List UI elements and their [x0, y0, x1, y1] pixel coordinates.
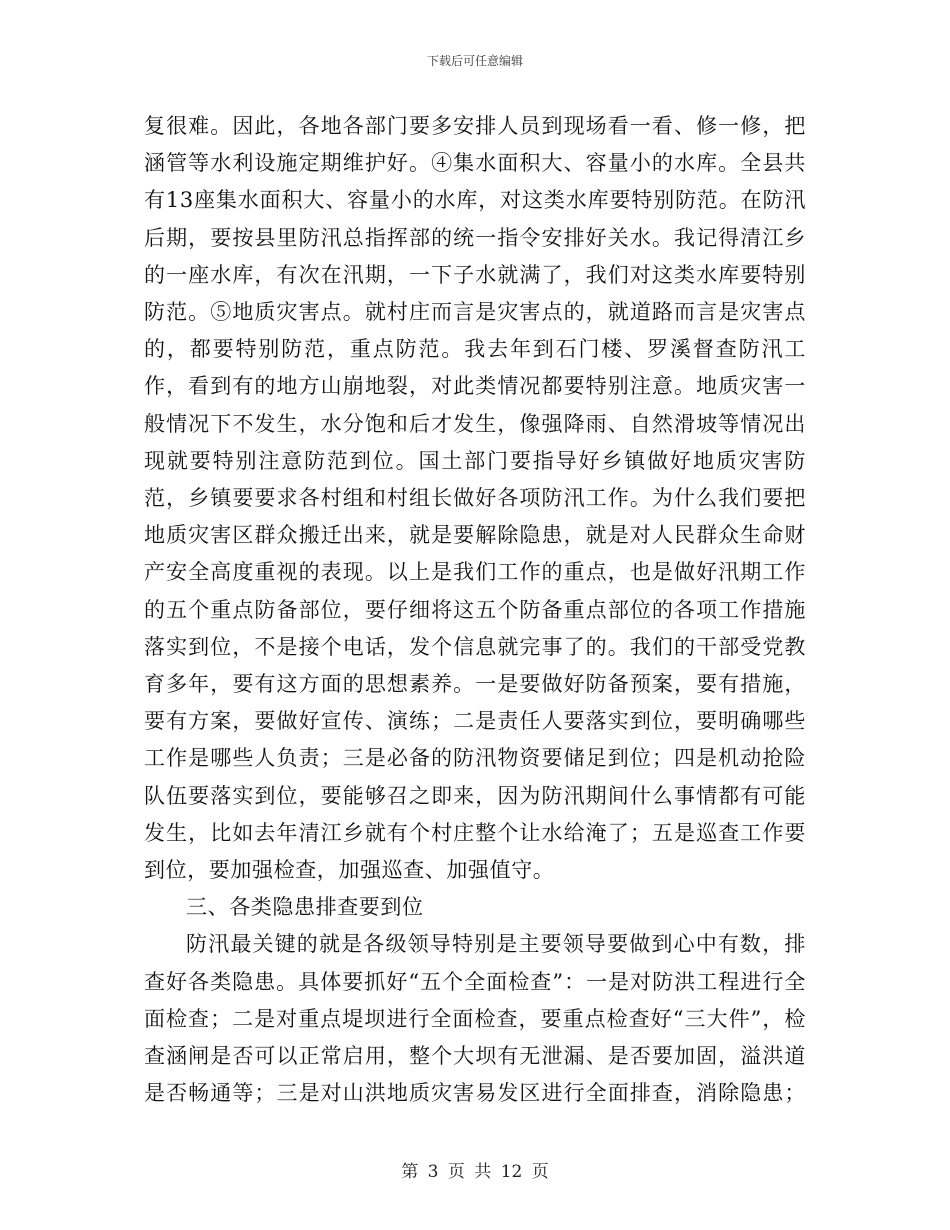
page-header: 下载后可任意编辑 — [426, 54, 523, 68]
document-body — [144, 108, 806, 1112]
page-footer: 第 3 页 共 12 页 — [401, 1162, 549, 1182]
body-paragraph-2: 防汛最关键的就是各级领导特别是主要领导要做到心中有数，排查好各类隐患。具体要抓好“五个全面检查”：一是对防洪工程进行全面检查；二是对重点堤坝进行全面检查，要重点检查好“三大件”，检查涵闸是否可以正常启用，整个大坝有无泄漏、是否要加固，溢洪道是否畅通等；三是对山洪地质灾害易发区进行全面排查，消除隐患； — [144, 932, 806, 1106]
section-heading: 三、各类隐患排查要到位 — [186, 895, 424, 920]
body-paragraph-1: 复很难。因此，各地各部门要多安排人员到现场看一看、修一修，把涵管等水利设施定期维护好。④集水面积大、容量小的水库。全县共有13座集水面积大、容量小的水库，对这类水库要特别防范。在防汛后期，要按县里防汛总指挥部的统一指令安排好关水。我记得清江乡的一座水库，有次在汛期，一下子水就满了，我们对这类水库要特别防范。⑤地质灾害点。就村庄而言是灾害点的，就道路而言是灾害点的，都要特别防范，重点防范。我去年到石门楼、罗溪督查防汛工作，看到有的地方山崩地裂，对此类情况都要特别注意。地质灾害一般情况下不发生，水分饱和后才发生，像强降雨、自然滑坡等情况出现就要特别注意防范到位。国土部门要指导好乡镇做好地质灾害防范，乡镇要要求各村组和村组长做好各项防汛工作。为什么我们要把地质灾害区群众搬迁出来，就是要解除隐患，就是对人民群众生命财产安全高度重视的表现。以上是我们工作的重点，也是做好汛期工作的五个重点防备部位，要仔细将这五个防备重点部位的各项工作措施落实到位，不是接个电话，发个信息就完事了的。我们的干部受党教育多年，要有这方面的思想素养。一是要做好防备预案，要有措施，要有方案，要做好宣传、演练；二是责任人要落实到位，要明确哪些工作是哪些人负责；三是必备的防汛物资要储足到位；四是机动抢险队伍要落实到位，要能够召之即来，因为防汛期间什么事情都有可能发生，比如去年清江乡就有个村庄整个让水给淹了；五是巡查工作要到位，要加强检查，加强巡查、加强值守。 — [144, 114, 806, 883]
